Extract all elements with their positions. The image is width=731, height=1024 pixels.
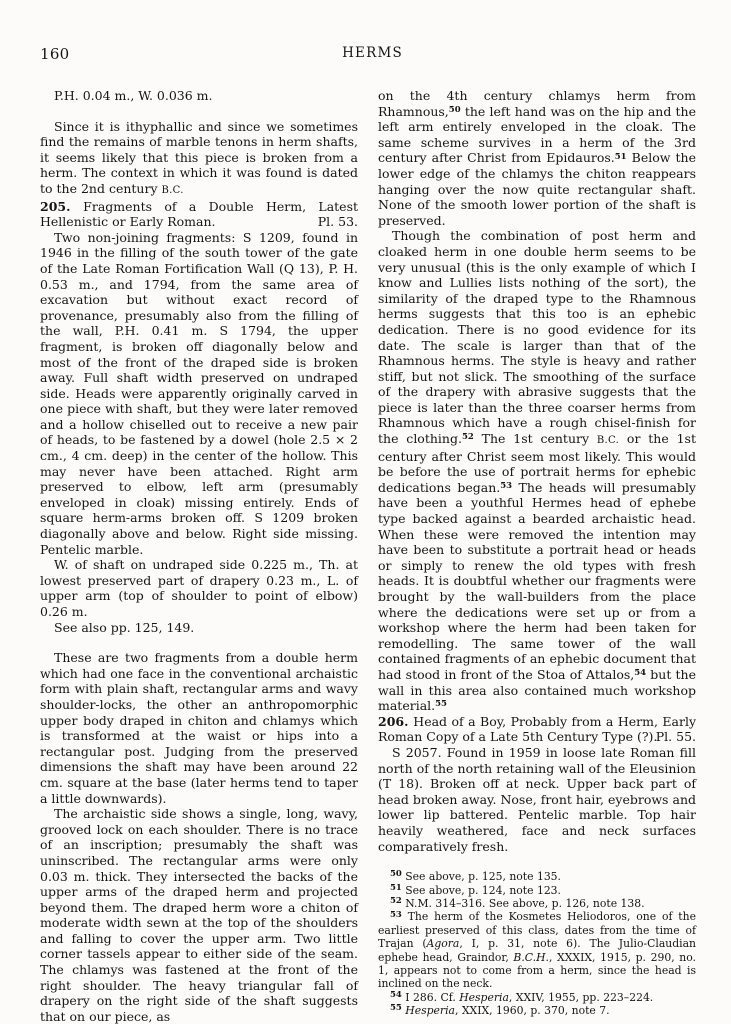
footnote-ref: 51 [614, 151, 627, 162]
paragraph: See also pp. 125, 149. [54, 619, 195, 635]
plate-reference: Pl. 53. [317, 214, 358, 230]
right-column [378, 88, 696, 1018]
footnote: $^{55}$ Hesperia, XXIX, 1960, p. 370, note 7. [390, 1003, 610, 1018]
footnote: $^{52}$ N.M. 314–316. See above, p. 126, note 138. [390, 896, 645, 910]
paragraph: The archaistic side shows a single, long, wavy, grooved lock on each shoulder. There is no trace of an inscription; presumably the shaft was uninscribed. The rectangular arms were only 0.03 m. thick. They intersected the backs of the upper arms of the draped herm and projected beyond them. The draped herm wore a chiton of moderate width sewn at the top of the shoulders and falling to cover the upper arm. Two little corner tassels appear to either side of the seam. The chlamys was fastened at the front of the right shoulder. The heavy triangular fall of drapery on the right side of the shaft suggests that on our piece, as [40, 806, 358, 1024]
catalog-entry-heading: Pl. 53. 205. Fragments of a Double Herm, Latest Hellenistic or Early Roman. [40, 198, 359, 230]
paragraph: S 2057. Found in 1959 in loose late Roman fill north of the north retaining wall of the Eleusinion (T 18). Broken off at neck. Upper back part of head broken away. Nose, front hair, eyebrows and lower lip battered. Pentelic marble. Top hair heavily weathered, face and neck surfaces comparatively fresh. [378, 744, 696, 854]
footnote: $^{53}$ The herm of the Kosmetes Heliodoros, one of the earliest preserved of this class, dates from the time of Trajan (Agora, I, p. 31, note 6). The Julio-Claudian ephebe head, Graindor, B.C.H., XXXIX, 1915, p. 290, no. 1, appears not to come from a herm, since the head is inclined on the neck. [378, 909, 696, 991]
footnote-ref: 55 [435, 699, 447, 710]
entry-number: 206. [378, 713, 414, 729]
running-title: HERMS [342, 45, 403, 61]
plate-reference: Pl. 55. [655, 729, 696, 745]
page-number: 160 [40, 45, 70, 63]
left-column [40, 88, 358, 1024]
footnote-number: 52 [390, 896, 402, 907]
paragraph: W. of shaft on undraped side 0.225 m., Th. at lowest preserved part of drapery 0.23 m., L. of upper arm (top of shoulder to point of elbow) 0.26 m. [40, 557, 358, 619]
catalog-entry-heading: Pl. 55. 206. Head of a Boy, Probably from a Herm, Early Roman Copy of a Late 5th Century Type (?). [378, 713, 697, 745]
footnote: $^{51}$ See above, p. 124, note 123. [390, 882, 561, 897]
paragraph: These are two fragments from a double herm which had one face in the conventional archaistic form with plain shaft, rectangular arms and wavy shoulder-locks, the other an anthropomorphic upper body draped in chiton and chlamys which is transformed at the waist or hips into a rectangular post. Judging from the preserved dimensions the shaft may have been around 22 cm. square at the base (later herms tend to taper a little downwards). [40, 650, 358, 806]
footnote: $^{50}$ See above, p. 125, note 135. [390, 869, 561, 884]
paragraph: on the 4th century chlamys herm from Rhamnous,$^{50}$ the left hand was on the hip and the left arm entirely enveloped in the cloak. The same scheme survives in a herm of the 3rd century after Christ from Epidauros.$^{51}$ Below the lower edge of the chlamys the chiton reappears hanging over the now quite rectangular shaft. None of the smooth lower portion of the shaft is preserved. [378, 88, 696, 228]
paragraph: Though the combination of post herm and cloaked herm in one double herm seems to be very unusual (this is the only example of which I know and Lullies lists nothing of the sort), the similarity of the draped type to the Rhamnous herms suggests that this too is an ephebic dedication. There is no good evidence for its date. The scale is larger than that of the Rhamnous herms. The style is heavy and rather stiff, but not slick. The smoothing of the surface of the drapery with abrasive suggests that the piece is later than the three coarser herms from Rhamnous which have a rough chisel-finish for the clothing.$^{52}$ The 1st century B.C. or the 1st century after Christ seem most likely. This would be before the use of portrait herms for ephebic dedications began.$^{53}$ The heads will presumably have been a youthful Hermes head of ephebe type backed against a bearded archaistic head. When these were removed the intention may have been to substitute a portrait head or heads or simply to renew the old types with fresh heads. It is doubtful whether our fragments were brought by the wall-builders from the place where the dedications were set up or from a workshop where the herm had been taken for remodelling. The same tower of the wall contained fragments of an ephebic document that had stood in front of the Stoa of Attalos,$^{54}$ but the wall in this area also contained much workshop material.$^{55}$ [378, 228, 696, 714]
entry-number: 205. [40, 198, 84, 214]
small-caps: B.C. [161, 184, 184, 196]
italic-citation: Agora [426, 937, 460, 951]
footnote: $^{54}$ I 286. Cf. Hesperia, XXIV, 1955, pp. 223–224. [390, 989, 654, 1004]
italic-citation: Hesperia [405, 1004, 455, 1018]
footnote-ref: 50 [448, 104, 461, 115]
footnote-ref: 53 [500, 481, 513, 492]
footnote-number: 54 [390, 989, 402, 1000]
italic-citation: B.C.H. [513, 950, 549, 964]
footnote-number: 50 [390, 869, 402, 880]
text-columns [40, 88, 705, 1024]
footnote-ref: 54 [634, 668, 647, 679]
footnote-number: 51 [390, 882, 402, 893]
footnotes [378, 870, 696, 1017]
footnote-number: 55 [390, 1003, 402, 1014]
paragraph: P.H. 0.04 m., W. 0.036 m. [54, 88, 213, 103]
footnote-number: 53 [390, 909, 402, 920]
italic-citation: Hesperia [459, 990, 509, 1004]
small-caps: B.C. [596, 435, 620, 447]
paragraph: Two non-joining fragments: S 1209, found in 1946 in the filling of the south tower of the gate of the Late Roman Fortification Wall (Q 13), P. H. 0.53 m., and 1794, from the same area of excavation but without exact record of provenance, presumably also from the filling of the wall, P.H. 0.41 m. S 1794, the upper fragment, is broken off diagonally below and most of the front of the draped side is broken away. Full shaft width preserved on undraped side. Heads were apparently originally carved in one piece with shaft, but they were later removed and a hollow chiselled out to receive a new pair of heads, to be fastened by a dowel (hole 2.5 × 2 cm., 4 cm. deep) in the center of the hollow. This may never have been attached. Right arm preserved to elbow, left arm (presumably enveloped in cloak) missing entirely. Ends of square herm-arms broken off. S 1209 broken diagonally above and below. Right side missing. Pentelic marble. [40, 229, 358, 557]
footnote-ref: 52 [461, 432, 474, 443]
paragraph: Since it is ithyphallic and since we sometimes find the remains of marble tenons in herm shafts, it seems likely that this piece is broken from a herm. The context in which it was found is dated to the 2nd century B.C. [40, 118, 358, 196]
page-header [40, 44, 705, 64]
